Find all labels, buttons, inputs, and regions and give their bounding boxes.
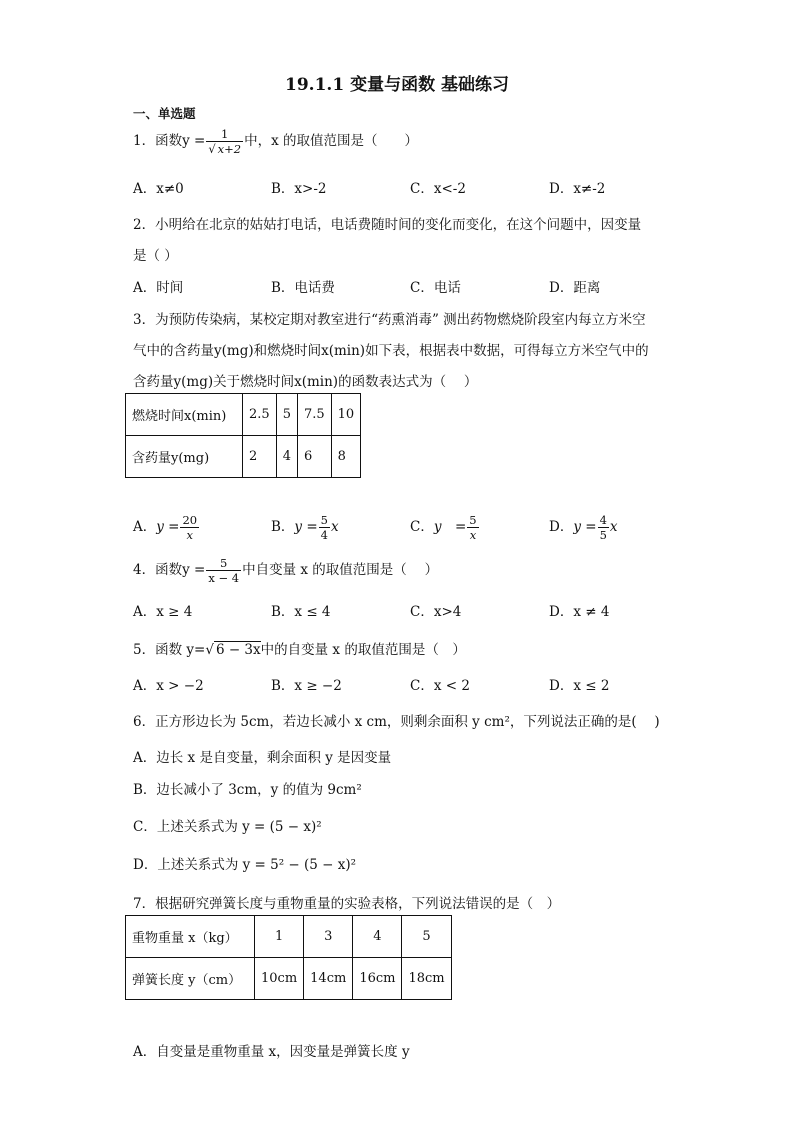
q4-option-a[interactable]: A．x ≥ 4 [133, 604, 193, 620]
q6-stem: 6．正方形边长为 5cm，若边长减小 x cm，则剩余面积 y cm²，下列说法正确的是( ) [133, 714, 660, 730]
q3-data-table [125, 393, 361, 478]
q7-stem: 7．根据研究弹簧长度与重物重量的实验表格，下列说法错误的是（ ） [133, 896, 561, 912]
sqrt-icon: √ [205, 642, 214, 658]
q5-option-b[interactable]: B．x ≥ −2 [271, 678, 342, 694]
numerator: 20 [182, 513, 198, 527]
denominator: x [469, 528, 477, 542]
q3-option-b[interactable] [271, 513, 339, 542]
option-tail: x [330, 519, 339, 535]
q4-fraction [206, 556, 241, 585]
table-cell: 16cm [353, 958, 402, 1000]
table-cell: 2.5 [243, 394, 277, 436]
q3-option-a[interactable] [133, 513, 200, 542]
q1-suffix: 中，x 的取值范围是（ ） [244, 133, 419, 149]
q2-option-c[interactable]: C．电话 [410, 280, 461, 296]
table-cell: 10 [331, 394, 361, 436]
q5-option-d[interactable]: D．x ≤ 2 [549, 678, 610, 694]
q5-option-c[interactable]: C．x < 2 [410, 678, 470, 694]
table-cell: 18cm [402, 958, 451, 1000]
page-title: 19.1.1 变量与函数 基础练习 [285, 75, 509, 95]
table-row [126, 394, 361, 436]
table-row [126, 916, 452, 958]
q5-prefix: 5．函数 y= [133, 642, 206, 658]
table-cell: 弹簧长度 y（cm） [126, 958, 255, 1000]
option-fraction [598, 513, 609, 542]
q6-option-b[interactable]: B．边长减小了 3cm，y 的值为 9cm² [133, 782, 362, 798]
option-lhs: y = [433, 519, 467, 535]
q4-prefix: 4．函数y = [133, 562, 206, 578]
q2-option-d[interactable]: D．距离 [549, 280, 601, 296]
table-cell: 10cm [255, 958, 304, 1000]
option-lhs: y = [156, 519, 180, 535]
q6-option-d[interactable]: D．上述关系式为 y = 5² − (5 − x)² [133, 857, 357, 873]
q3-stem-line1: 3．为预防传染病，某校定期对教室进行“药熏消毒” 测出药物燃烧阶段室内每立方米空 [133, 312, 646, 328]
table-cell: 含药量y(mg) [126, 436, 243, 478]
table-cell: 4 [276, 436, 297, 478]
q4-numerator: 5 [206, 556, 241, 571]
q4-denominator: x − 4 [208, 571, 240, 585]
q1-radicand: x+2 [217, 142, 242, 156]
option-label: A． [133, 519, 157, 535]
q7-data-table [125, 915, 452, 1000]
q2-option-b[interactable]: B．电话费 [271, 280, 335, 296]
q2-option-a[interactable]: A．时间 [133, 280, 184, 296]
q3-option-c[interactable] [410, 513, 480, 542]
q3-stem-line3: 含药量y(mg)关于燃烧时间x(min)的函数表达式为（ ） [133, 374, 478, 390]
numerator: 5 [469, 513, 477, 527]
question-5-stem [133, 638, 466, 658]
table-cell: 4 [353, 916, 402, 958]
denominator: 5 [599, 528, 607, 542]
table-cell: 5 [402, 916, 451, 958]
q7-option-a[interactable]: A．自变量是重物重量 x，因变量是弹簧长度 y [133, 1044, 410, 1060]
table-cell: 1 [255, 916, 304, 958]
table-cell: 5 [276, 394, 297, 436]
q4-suffix: 中自变量 x 的取值范围是（ ） [242, 562, 439, 578]
q5-option-a[interactable]: A．x > −2 [133, 678, 204, 694]
numerator: 5 [320, 513, 328, 527]
question-1-stem [133, 127, 418, 156]
q3-stem-line2: 气中的含药量y(mg)和燃烧时间x(min)如下表，根据表中数据，可得每立方米空气中的 [133, 343, 649, 359]
table-cell: 2 [243, 436, 277, 478]
section-heading: 一、单选题 [133, 106, 196, 121]
q2-stem-line1: 2．小明给在北京的姑姑打电话，电话费随时间的变化而变化，在这个问题中，因变量 [133, 217, 642, 233]
option-fraction [319, 513, 330, 542]
q5-suffix: 中的自变量 x 的取值范围是（ ） [260, 642, 466, 658]
table-cell: 6 [297, 436, 331, 478]
q4-option-b[interactable]: B．x ≤ 4 [271, 604, 331, 620]
q5-radicand: 6 − 3x [215, 642, 261, 658]
table-cell: 重物重量 x（kg） [126, 916, 255, 958]
numerator: 4 [599, 513, 607, 527]
table-cell: 3 [304, 916, 353, 958]
denominator: x [186, 528, 194, 542]
q4-option-d[interactable]: D．x ≠ 4 [549, 604, 610, 620]
q3-option-d[interactable] [549, 513, 618, 542]
option-label: B． [271, 519, 295, 535]
option-label: C． [410, 519, 434, 535]
option-label: D． [549, 519, 574, 535]
option-lhs: y = [294, 519, 318, 535]
table-cell: 14cm [304, 958, 353, 1000]
option-lhs: y = [573, 519, 597, 535]
q1-option-c[interactable]: C．x<-2 [410, 181, 466, 197]
q1-option-b[interactable]: B．x>-2 [271, 181, 327, 197]
q1-option-a[interactable]: A．x≠0 [133, 181, 184, 197]
q1-prefix: 1．函数y = [133, 133, 206, 149]
q1-option-d[interactable]: D．x≠-2 [549, 181, 606, 197]
option-fraction [467, 513, 478, 542]
option-tail: x [609, 519, 618, 535]
q4-option-c[interactable]: C．x>4 [410, 604, 462, 620]
q6-option-c[interactable]: C．上述关系式为 y = (5 − x)² [133, 819, 322, 835]
table-row [126, 436, 361, 478]
q1-numerator: 1 [206, 127, 243, 142]
q2-stem-line2: 是（ ） [133, 248, 178, 264]
table-cell: 8 [331, 436, 361, 478]
q6-option-a[interactable]: A．边长 x 是自变量，剩余面积 y 是因变量 [133, 750, 392, 766]
table-cell: 7.5 [297, 394, 331, 436]
option-fraction [180, 513, 199, 542]
q1-fraction [206, 127, 243, 156]
question-4-stem [133, 556, 438, 585]
table-row [126, 958, 452, 1000]
table-cell: 燃烧时间x(min) [126, 394, 243, 436]
q1-denominator: √ x+2 [208, 142, 242, 156]
denominator: 4 [320, 528, 328, 542]
